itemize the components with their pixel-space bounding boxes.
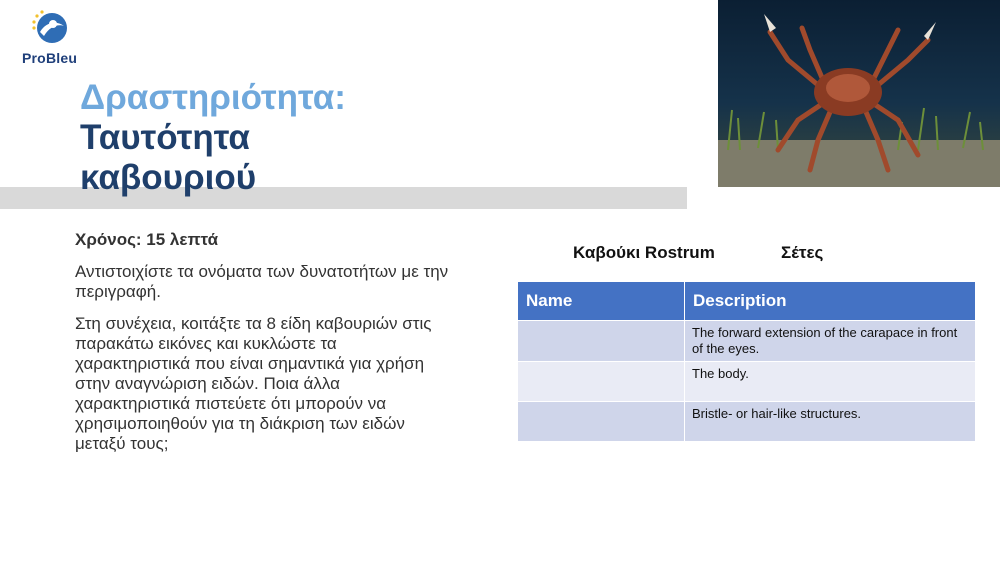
matching-table <box>517 281 976 442</box>
name-cell[interactable] <box>518 402 685 442</box>
title-line-1: Δραστηριότητα: <box>80 78 346 117</box>
term-carapace-rostrum[interactable]: Καβούκι Rostrum <box>573 243 715 262</box>
name-cell[interactable] <box>518 362 685 402</box>
header-description: Description <box>685 282 976 321</box>
term-setae[interactable]: Σέτες <box>781 243 824 262</box>
probleu-logo <box>18 8 88 68</box>
table-header-row <box>518 282 976 321</box>
title-line-3: καβουριού <box>80 158 257 197</box>
header-name: Name <box>518 282 685 321</box>
instruction-paragraph-1: Αντιστοιχίστε τα ονόματα των δυνατοτήτων με την περιγραφή. <box>75 262 449 301</box>
instructions <box>75 230 455 466</box>
logo-text: ProBleu <box>22 50 78 66</box>
title-line-2: Ταυτότητα <box>80 118 250 157</box>
table-row <box>518 362 976 402</box>
description-cell: The forward extension of the carapace in front of the eyes. <box>685 321 976 362</box>
probleu-logo-icon <box>28 8 76 48</box>
page-title <box>80 78 346 198</box>
table-row <box>518 321 976 362</box>
description-cell: The body. <box>685 362 976 402</box>
table-row <box>518 402 976 442</box>
name-cell[interactable] <box>518 321 685 362</box>
description-cell: Bristle- or hair-like structures. <box>685 402 976 442</box>
instruction-paragraph-2: Στη συνέχεια, κοιτάξτε τα 8 είδη καβουριών στις παρακάτω εικόνες και κυκλώστε τα χαρακτηριστικά που είναι σημαντικά για χρήση στην αναγνώριση ειδών. Ποια άλλα χαρακτηριστικά πιστεύετε ότι μπορούν να χρησιμοποιηθούν για τη διάκριση των ειδών μεταξύ τους; <box>75 314 432 453</box>
time-label: Χρόνος: 15 λεπτά <box>75 230 219 249</box>
crab-photo <box>718 0 1000 187</box>
